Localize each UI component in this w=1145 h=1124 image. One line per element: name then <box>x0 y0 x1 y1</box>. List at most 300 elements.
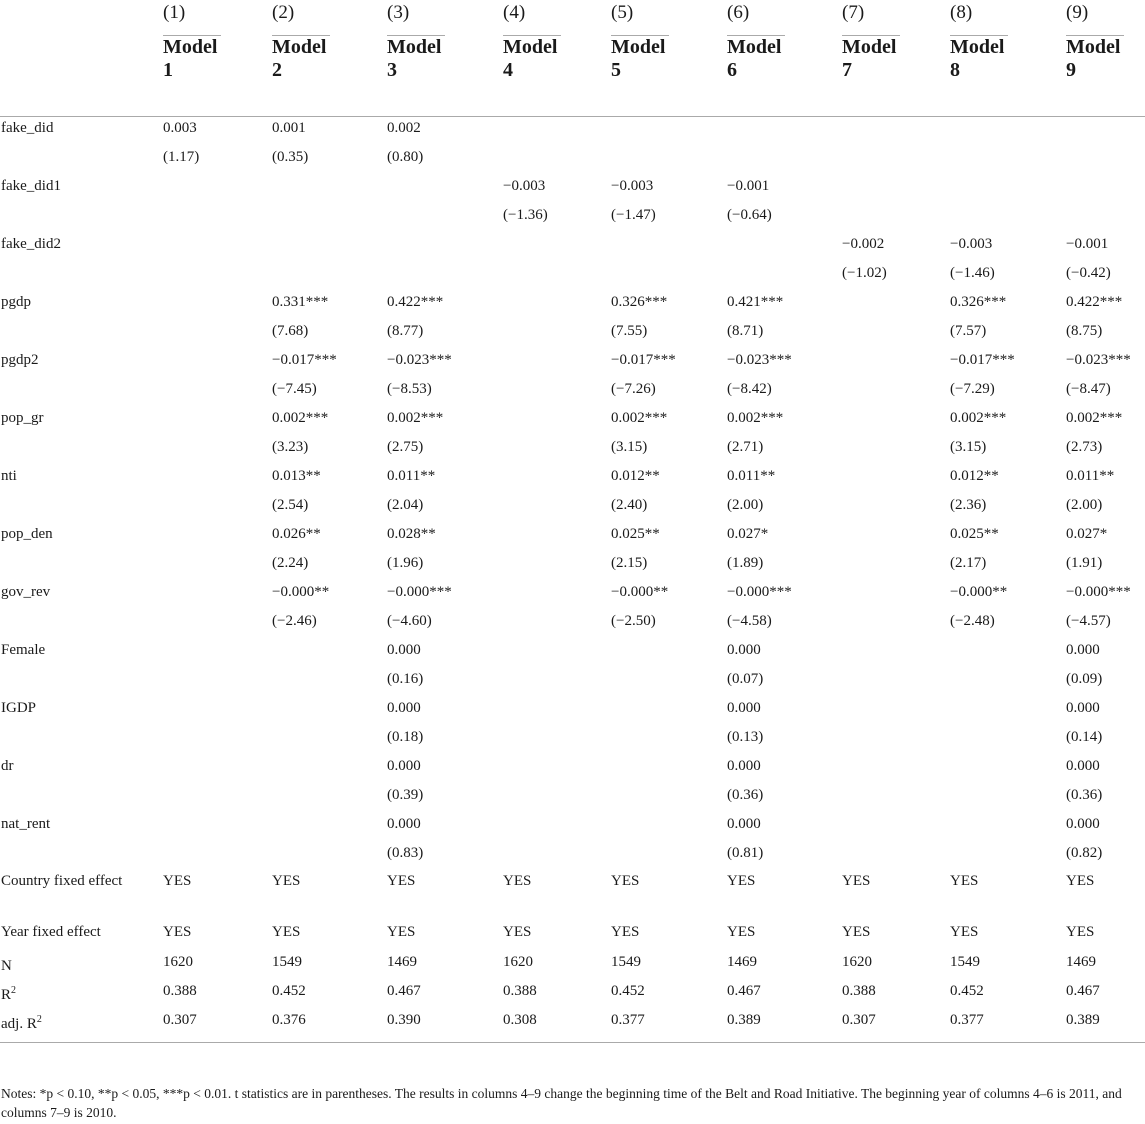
coefficient-cell <box>272 175 387 204</box>
model-name <box>727 36 842 117</box>
statistic-cell: 1620 <box>503 954 533 970</box>
model-word: Model <box>727 36 782 58</box>
coefficient-cell <box>950 755 1066 784</box>
coefficient-cell <box>842 755 950 784</box>
coefficient-cell <box>163 639 272 668</box>
variable-name: pop_gr <box>1 410 44 426</box>
column-number-label: (1) <box>163 2 186 23</box>
fixed-effect-cell: YES <box>842 924 871 940</box>
coefficient-cell: 0.011** <box>1066 468 1115 484</box>
t-statistic-cell: (2.75) <box>387 439 424 455</box>
coefficient-cell <box>272 233 387 262</box>
model-name-label <box>163 36 223 82</box>
coefficient-cell <box>842 349 950 378</box>
coefficient-cell <box>842 291 950 320</box>
fixed-effect-cell: YES <box>842 873 871 889</box>
model-name-label <box>842 36 902 82</box>
variable-name: pgdp2 <box>1 352 39 368</box>
coefficient-cell <box>163 813 272 842</box>
t-statistic-cell: (0.18) <box>387 729 424 745</box>
t-statistic-cell <box>503 320 611 349</box>
t-statistic-cell <box>272 784 387 813</box>
statistic-cell: 1549 <box>272 954 302 970</box>
t-statistic-row <box>0 668 1145 697</box>
t-statistic-cell: (1.96) <box>387 555 424 571</box>
coefficient-row <box>0 349 1145 378</box>
coefficient-cell: −0.000** <box>272 584 330 600</box>
coefficient-row <box>0 813 1145 842</box>
t-statistic-cell: (2.15) <box>611 555 648 571</box>
coefficient-cell: 0.000 <box>727 700 761 716</box>
t-statistic-cell: (−4.57) <box>1066 613 1111 629</box>
t-statistic-cell <box>842 842 950 871</box>
empty-label-cell <box>0 784 163 813</box>
fixed-effect-cell: YES <box>272 924 301 940</box>
empty-label-cell <box>0 146 163 175</box>
fixed-effect-cell: YES <box>272 873 301 889</box>
t-statistic-cell <box>272 262 387 291</box>
coefficient-cell: −0.002 <box>842 236 885 252</box>
t-statistic-cell: (−2.48) <box>950 613 995 629</box>
t-statistic-cell <box>503 842 611 871</box>
empty-label-cell <box>0 436 163 465</box>
t-statistic-cell: (2.00) <box>1066 497 1103 513</box>
coefficient-cell <box>842 813 950 842</box>
coefficient-cell <box>842 175 950 204</box>
t-statistic-cell: (−7.26) <box>611 381 656 397</box>
t-statistic-cell: (2.73) <box>1066 439 1103 455</box>
t-statistic-cell <box>842 784 950 813</box>
t-statistic-cell <box>163 784 272 813</box>
model-word: Model <box>950 36 1005 58</box>
t-statistic-cell <box>611 262 727 291</box>
fixed-effect-cell: YES <box>611 873 640 889</box>
coefficient-cell <box>842 523 950 552</box>
variable-name: nti <box>1 468 17 484</box>
variable-name: nat_rent <box>1 816 51 832</box>
model-word: Model <box>387 36 442 58</box>
t-statistic-cell <box>503 262 611 291</box>
coefficient-cell: 0.025** <box>611 526 660 542</box>
t-statistic-cell <box>503 668 611 697</box>
statistic-cell: 0.467 <box>387 983 421 999</box>
t-statistic-cell <box>842 494 950 523</box>
coefficient-cell <box>842 465 950 494</box>
t-statistic-cell <box>842 146 950 175</box>
coefficient-cell: 0.027* <box>1066 526 1108 542</box>
coefficient-cell: −0.000*** <box>727 584 792 600</box>
coefficient-cell: 0.028** <box>387 526 436 542</box>
t-statistic-cell: (−1.36) <box>503 207 548 223</box>
t-statistic-cell <box>163 610 272 639</box>
coefficient-cell: −0.003 <box>503 178 546 194</box>
statistic-label: adj. R <box>1 1016 37 1032</box>
coefficient-cell <box>611 117 727 147</box>
t-statistic-cell: (0.36) <box>727 787 764 803</box>
column-number-label: (2) <box>272 2 295 23</box>
column-number <box>387 0 503 36</box>
t-statistic-cell: (0.39) <box>387 787 424 803</box>
t-statistic-cell <box>1066 204 1145 233</box>
coefficient-cell <box>611 813 727 842</box>
coefficient-cell: −0.003 <box>611 178 654 194</box>
coefficient-cell: 0.002*** <box>950 410 1007 426</box>
column-number <box>503 0 611 36</box>
coefficient-cell <box>842 407 950 436</box>
coefficient-cell: 0.026** <box>272 526 321 542</box>
t-statistic-row <box>0 494 1145 523</box>
coefficient-row <box>0 175 1145 204</box>
statistic-label: R <box>1 987 12 1003</box>
statistic-cell: 0.388 <box>163 983 197 999</box>
t-statistic-cell: (−8.47) <box>1066 381 1111 397</box>
variable-name: gov_rev <box>1 584 51 600</box>
empty-label-cell <box>0 262 163 291</box>
model-word: Model <box>1066 36 1121 58</box>
coefficient-cell <box>503 581 611 610</box>
statistic-cell: 0.390 <box>387 1009 503 1043</box>
statistic-cell: 1469 <box>387 954 417 970</box>
t-statistic-cell: (−4.58) <box>727 613 772 629</box>
fixed-effect-cell: YES <box>950 873 979 889</box>
coefficient-cell <box>842 581 950 610</box>
model-name-row <box>0 36 1145 117</box>
t-statistic-cell <box>950 726 1066 755</box>
column-number-label: (9) <box>1066 2 1089 23</box>
statistic-cell: 0.308 <box>503 1009 611 1043</box>
fixed-effect-cell: YES <box>163 924 192 940</box>
coefficient-cell: 0.000 <box>1066 642 1100 658</box>
t-statistic-cell <box>611 784 727 813</box>
coefficient-cell <box>611 697 727 726</box>
t-statistic-cell <box>272 204 387 233</box>
t-statistic-cell: (8.77) <box>387 323 424 339</box>
model-number: 7 <box>842 59 852 81</box>
t-statistic-cell <box>842 668 950 697</box>
coefficient-cell: 0.002 <box>387 120 421 136</box>
t-statistic-cell: (2.00) <box>727 497 764 513</box>
coefficient-cell <box>163 697 272 726</box>
coefficient-cell: 0.000 <box>727 816 761 832</box>
t-statistic-cell: (2.24) <box>272 555 309 571</box>
t-statistic-cell: (0.16) <box>387 671 424 687</box>
coefficient-cell: 0.421*** <box>727 294 784 310</box>
t-statistic-cell <box>950 668 1066 697</box>
empty-label-cell <box>0 204 163 233</box>
fixed-effect-row <box>0 921 1145 951</box>
fixed-effect-row <box>0 871 1145 921</box>
model-name <box>611 36 727 117</box>
t-statistic-cell <box>842 610 950 639</box>
t-statistic-cell: (2.04) <box>387 497 424 513</box>
t-statistic-row <box>0 610 1145 639</box>
model-name <box>950 36 1066 117</box>
coefficient-cell: 0.002*** <box>387 410 444 426</box>
coefficient-cell: 0.000 <box>1066 758 1100 774</box>
coefficient-cell: 0.422*** <box>387 294 444 310</box>
model-number: 1 <box>163 59 173 81</box>
coefficient-cell: −0.003 <box>950 236 993 252</box>
t-statistic-cell <box>842 378 950 407</box>
t-statistic-cell: (7.57) <box>950 323 987 339</box>
model-word: Model <box>272 36 327 58</box>
t-statistic-cell <box>727 146 842 175</box>
coefficient-cell <box>950 697 1066 726</box>
t-statistic-cell: (0.14) <box>1066 729 1103 745</box>
coefficient-cell: −0.023*** <box>387 352 452 368</box>
header-corner <box>0 0 163 36</box>
t-statistic-cell <box>163 494 272 523</box>
t-statistic-cell <box>950 204 1066 233</box>
fixed-effect-cell: YES <box>1066 924 1095 940</box>
coefficient-cell <box>727 117 842 147</box>
empty-label-cell <box>0 320 163 349</box>
coefficient-cell: −0.000** <box>611 584 669 600</box>
coefficient-cell <box>163 349 272 378</box>
t-statistic-cell <box>387 262 503 291</box>
coefficient-cell: −0.023*** <box>1066 352 1131 368</box>
column-number-label: (4) <box>503 2 526 23</box>
t-statistic-cell: (8.71) <box>727 323 764 339</box>
model-name <box>1066 36 1145 117</box>
t-statistic-cell <box>503 552 611 581</box>
column-number-label: (3) <box>387 2 410 23</box>
t-statistic-cell <box>272 842 387 871</box>
coefficient-cell <box>272 639 387 668</box>
statistic-cell: 1620 <box>163 954 193 970</box>
coefficient-cell: −0.000*** <box>1066 584 1131 600</box>
coefficient-cell <box>950 639 1066 668</box>
column-number-label: (7) <box>842 2 865 23</box>
coefficient-cell: 0.025** <box>950 526 999 542</box>
empty-label-cell <box>0 552 163 581</box>
model-name <box>272 36 387 117</box>
coefficient-cell: 0.000 <box>387 642 421 658</box>
variable-name: pop_den <box>1 526 53 542</box>
t-statistic-cell: (0.09) <box>1066 671 1103 687</box>
variable-name: pgdp <box>1 294 31 310</box>
t-statistic-row <box>0 204 1145 233</box>
coefficient-cell <box>503 465 611 494</box>
coefficient-cell <box>842 697 950 726</box>
t-statistic-cell <box>163 668 272 697</box>
empty-label-cell <box>0 610 163 639</box>
statistic-name <box>0 951 163 980</box>
t-statistic-cell: (2.17) <box>950 555 987 571</box>
coefficient-cell <box>611 639 727 668</box>
t-statistic-cell: (0.83) <box>387 845 424 861</box>
statistic-row <box>0 1009 1145 1043</box>
t-statistic-cell <box>163 436 272 465</box>
t-statistic-cell <box>503 436 611 465</box>
variable-name: Female <box>1 642 46 658</box>
coefficient-cell: 0.000 <box>1066 816 1100 832</box>
t-statistic-cell: (−0.64) <box>727 207 772 223</box>
t-statistic-cell <box>503 726 611 755</box>
column-number-row <box>0 0 1145 36</box>
empty-label-cell <box>0 494 163 523</box>
coefficient-cell: −0.017*** <box>950 352 1015 368</box>
statistic-cell: 0.377 <box>950 1009 1066 1043</box>
coefficient-row <box>0 291 1145 320</box>
coefficient-cell: −0.000** <box>950 584 1008 600</box>
coefficient-cell <box>503 349 611 378</box>
model-name-label <box>387 36 447 82</box>
t-statistic-cell <box>272 726 387 755</box>
coefficient-row <box>0 523 1145 552</box>
coefficient-cell: 0.000 <box>387 700 421 716</box>
coefficient-cell <box>842 639 950 668</box>
t-statistic-row <box>0 784 1145 813</box>
column-number-label: (6) <box>727 2 750 23</box>
coefficient-cell: 0.012** <box>950 468 999 484</box>
t-statistic-cell: (3.15) <box>611 439 648 455</box>
fixed-effect-cell: YES <box>727 873 756 889</box>
t-statistic-row <box>0 378 1145 407</box>
fixed-effect-cell: YES <box>950 924 979 940</box>
model-number: 3 <box>387 59 397 81</box>
empty-label-cell <box>0 842 163 871</box>
t-statistic-row <box>0 320 1145 349</box>
statistic-name <box>0 1009 163 1043</box>
t-statistic-cell <box>842 436 950 465</box>
t-statistic-cell: (−8.53) <box>387 381 432 397</box>
model-number: 2 <box>272 59 282 81</box>
statistic-cell: 0.452 <box>611 983 645 999</box>
t-statistic-cell: (7.55) <box>611 323 648 339</box>
statistic-cell: 0.467 <box>1066 983 1100 999</box>
t-statistic-row <box>0 436 1145 465</box>
coefficient-cell <box>503 117 611 147</box>
t-statistic-cell <box>611 842 727 871</box>
statistic-cell: 1549 <box>611 954 641 970</box>
t-statistic-cell: (1.17) <box>163 149 200 165</box>
t-statistic-cell: (0.81) <box>727 845 764 861</box>
variable-name: IGDP <box>1 700 37 716</box>
model-name <box>163 36 272 117</box>
t-statistic-cell: (−1.46) <box>950 265 995 281</box>
statistic-cell: 0.452 <box>272 983 306 999</box>
coefficient-cell <box>503 755 611 784</box>
coefficient-cell: 0.000 <box>727 758 761 774</box>
coefficient-cell: 0.326*** <box>950 294 1007 310</box>
t-statistic-row <box>0 552 1145 581</box>
coefficient-cell: 0.000 <box>1066 700 1100 716</box>
t-statistic-cell <box>611 726 727 755</box>
model-name-label <box>611 36 671 82</box>
statistic-cell: 0.452 <box>950 983 984 999</box>
statistic-row <box>0 980 1145 1009</box>
column-number <box>611 0 727 36</box>
coefficient-cell <box>1066 175 1145 204</box>
coefficient-cell: 0.002*** <box>611 410 668 426</box>
t-statistic-cell <box>163 262 272 291</box>
table-body <box>0 117 1145 1043</box>
column-number <box>163 0 272 36</box>
model-name-label <box>727 36 787 82</box>
t-statistic-cell: (8.75) <box>1066 323 1103 339</box>
coefficient-cell: 0.422*** <box>1066 294 1123 310</box>
t-statistic-cell: (0.80) <box>387 149 424 165</box>
coefficient-row <box>0 755 1145 784</box>
t-statistic-cell <box>842 204 950 233</box>
coefficient-cell <box>272 697 387 726</box>
coefficient-cell <box>163 291 272 320</box>
coefficient-cell <box>611 755 727 784</box>
variable-name: dr <box>1 758 14 774</box>
t-statistic-cell <box>1066 146 1145 175</box>
model-name-label <box>272 36 332 82</box>
coefficient-cell <box>950 175 1066 204</box>
statistic-cell: 0.389 <box>1066 1009 1145 1043</box>
t-statistic-row <box>0 842 1145 871</box>
t-statistic-cell: (0.35) <box>272 149 309 165</box>
coefficient-cell <box>503 639 611 668</box>
t-statistic-cell: (0.82) <box>1066 845 1103 861</box>
statistic-label: N <box>1 958 12 974</box>
t-statistic-cell: (0.36) <box>1066 787 1103 803</box>
t-statistic-cell <box>611 146 727 175</box>
coefficient-cell <box>950 813 1066 842</box>
t-statistic-cell <box>950 146 1066 175</box>
fixed-effect-name: Year fixed effect <box>1 924 101 940</box>
empty-label-cell <box>0 378 163 407</box>
coefficient-cell <box>950 117 1066 147</box>
coefficient-row <box>0 581 1145 610</box>
statistic-superscript: 2 <box>36 1014 42 1025</box>
t-statistic-cell <box>727 262 842 291</box>
t-statistic-cell <box>611 668 727 697</box>
t-statistic-row <box>0 146 1145 175</box>
t-statistic-cell <box>503 784 611 813</box>
t-statistic-cell: (1.89) <box>727 555 764 571</box>
statistic-cell: 0.467 <box>727 983 761 999</box>
t-statistic-cell <box>163 378 272 407</box>
statistic-name <box>0 980 163 1009</box>
coefficient-cell <box>611 233 727 262</box>
coefficient-cell: 0.012** <box>611 468 660 484</box>
coefficient-cell: 0.000 <box>387 816 421 832</box>
coefficient-cell: 0.000 <box>387 758 421 774</box>
coefficient-cell: −0.023*** <box>727 352 792 368</box>
statistic-cell: 0.389 <box>727 1009 842 1043</box>
fixed-effect-cell: YES <box>1066 873 1095 889</box>
coefficient-cell: 0.002*** <box>727 410 784 426</box>
statistic-cell: 0.388 <box>503 983 537 999</box>
column-number <box>1066 0 1145 36</box>
column-number <box>842 0 950 36</box>
t-statistic-cell <box>842 552 950 581</box>
coefficient-cell <box>163 233 272 262</box>
coefficient-cell <box>842 117 950 147</box>
coefficient-row <box>0 639 1145 668</box>
coefficient-cell <box>163 465 272 494</box>
header-corner <box>0 36 163 117</box>
model-number: 9 <box>1066 59 1076 81</box>
t-statistic-cell: (2.54) <box>272 497 309 513</box>
coefficient-cell <box>503 233 611 262</box>
coefficient-row <box>0 117 1145 147</box>
coefficient-cell <box>272 813 387 842</box>
t-statistic-cell <box>163 726 272 755</box>
coefficient-cell: 0.003 <box>163 120 197 136</box>
model-number: 8 <box>950 59 960 81</box>
empty-label-cell <box>0 726 163 755</box>
fixed-effect-cell: YES <box>611 924 640 940</box>
fixed-effect-cell: YES <box>387 873 416 889</box>
coefficient-cell: −0.017*** <box>272 352 337 368</box>
t-statistic-cell <box>503 378 611 407</box>
